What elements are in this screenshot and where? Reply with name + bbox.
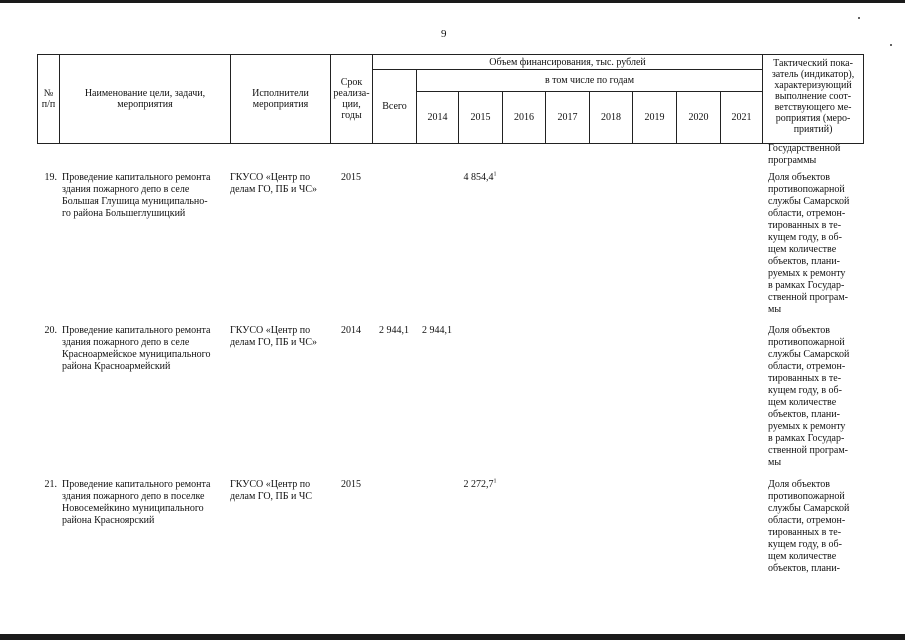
header-year: 2020 xyxy=(677,92,721,144)
row-2015: 2 272,7$^1$ xyxy=(463,478,497,490)
header-funding: Объем финансирования, тыс. рублей xyxy=(373,55,763,70)
header-year: 2015 xyxy=(459,92,503,144)
header-year: 2014 xyxy=(417,92,459,144)
scan-speck xyxy=(858,17,860,19)
row-name: Проведение капитального ремонта здания пожарного депо в селе Красноармейское муниципального района Красноармейский xyxy=(62,325,211,372)
row-executor: ГКУСО «Центр по делам ГО, ПБ и ЧС» xyxy=(230,325,318,348)
header-year: 2016 xyxy=(503,92,546,144)
row-number: 20. xyxy=(44,325,57,336)
footnote-mark: 1 xyxy=(493,171,497,178)
row-term: 2014 xyxy=(341,325,361,336)
header-name: Наименование цели, задачи, мероприятия xyxy=(60,55,231,144)
scan-edge-bottom xyxy=(0,634,905,640)
indicator-continuation: Государственной программы xyxy=(768,143,841,166)
row-name: Проведение капитального ремонта здания пожарного депо в селе Большая Глушица муниципально- го района Большеглушицкий xyxy=(62,172,211,219)
page-number: 9 xyxy=(441,28,447,40)
header-by-years: в том числе по годам xyxy=(417,70,763,92)
header-executor: Исполнители мероприятия xyxy=(231,55,331,144)
row-executor: ГКУСО «Центр по делам ГО, ПБ и ЧС xyxy=(230,479,313,502)
header-indicator: Тактический пока-затель (индикатор), характеризующий выполнение соот-ветствующего ме-роприятия (меро-приятий) xyxy=(763,55,864,144)
row-number: 21. xyxy=(44,479,57,490)
row-indicator: Доля объектов противопожарной службы Самарской области, отремон- тированных в те- кущем году, в об- щем количестве объектов, плани- xyxy=(768,479,850,574)
scan-speck xyxy=(890,44,892,46)
row-total: 2 944,1 xyxy=(379,325,409,336)
row-indicator: Доля объектов противопожарной службы Самарской области, отремон- тированных в те- кущем году, в об- щем количестве объектов, плани- руемых к ремонту в рамках Государ- ственной програм- мы xyxy=(768,325,850,468)
row-name: Проведение капитального ремонта здания пожарного депо в поселке Новосемейкино муниципального района Красноярский xyxy=(62,479,211,526)
row-term: 2015 xyxy=(341,172,361,183)
header-year: 2019 xyxy=(633,92,677,144)
table-header xyxy=(37,54,864,144)
header-total: Всего xyxy=(373,70,417,144)
footnote-mark: 1 xyxy=(493,478,497,485)
header-num: № п/п xyxy=(38,55,60,144)
row-indicator: Доля объектов противопожарной службы Самарской области, отремон- тированных в те- кущем году, в об- щем количестве объектов, плани- руемых к ремонту в рамках Государ- ственной програм- мы xyxy=(768,172,850,315)
header-year: 2018 xyxy=(590,92,633,144)
header-term: Срок реализа-ции, годы xyxy=(331,55,373,144)
scan-edge-top xyxy=(0,0,905,3)
row-term: 2015 xyxy=(341,479,361,490)
header-year: 2017 xyxy=(546,92,590,144)
row-2015: 4 854,4$^1$ xyxy=(463,171,497,183)
row-number: 19. xyxy=(44,172,57,183)
header-year: 2021 xyxy=(721,92,763,144)
row-executor: ГКУСО «Центр по делам ГО, ПБ и ЧС» xyxy=(230,172,318,195)
row-2014: 2 944,1 xyxy=(422,325,452,336)
